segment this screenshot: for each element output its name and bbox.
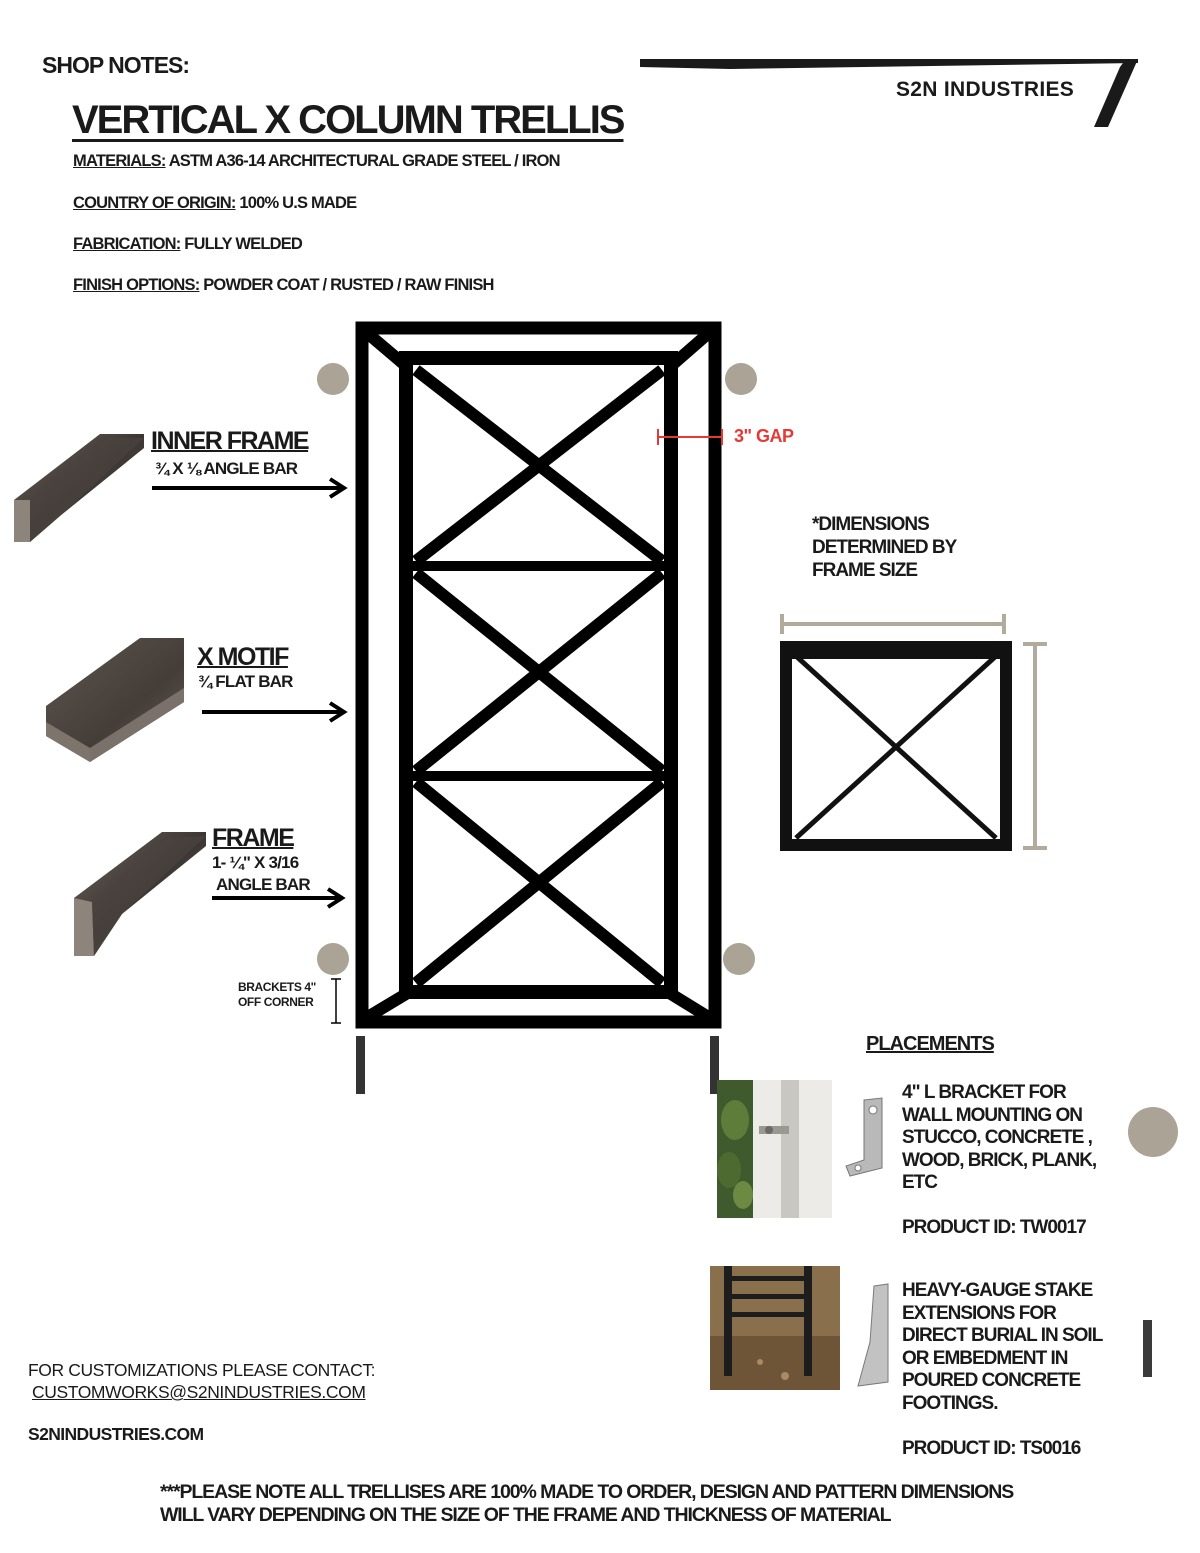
dimension-note-line: DETERMINED BY bbox=[812, 537, 957, 558]
bracket-description-line: WALL MOUNTING ON bbox=[902, 1104, 1082, 1126]
spec-label: FABRICATION: bbox=[73, 235, 181, 253]
spec-label: MATERIALS: bbox=[73, 152, 166, 170]
l-bracket-icon bbox=[842, 1096, 890, 1180]
shop-notes-label: SHOP NOTES: bbox=[42, 52, 190, 78]
frame-spec-size: 1- ¼" X 3/16 bbox=[212, 853, 299, 872]
frame-spec-type: ANGLE BAR bbox=[216, 875, 310, 894]
brackets-dimension-line bbox=[328, 976, 344, 1026]
spec-label: FINISH OPTIONS: bbox=[73, 276, 200, 294]
spec-finish-options bbox=[73, 276, 494, 295]
bracket-product-id: PRODUCT ID: TW0017 bbox=[902, 1217, 1086, 1238]
stake-description-line: EXTENSIONS FOR bbox=[902, 1302, 1056, 1324]
bracket-description-line: WOOD, BRICK, PLANK, bbox=[902, 1149, 1097, 1171]
stake-description-line: HEAVY-GAUGE STAKE bbox=[902, 1280, 1093, 1301]
stake-description-line: POURED CONCRETE bbox=[902, 1370, 1081, 1391]
frame-title: FRAME bbox=[212, 824, 294, 852]
bracket-description bbox=[902, 1082, 1096, 1195]
bracket-dot-top-left bbox=[317, 363, 349, 395]
placements-heading: PLACEMENTS bbox=[866, 1033, 994, 1055]
brand-name: S2N INDUSTRIES bbox=[896, 78, 1075, 101]
spec-value: POWDER COAT / RUSTED / RAW FINISH bbox=[199, 276, 494, 294]
bracket-description-line: ETC bbox=[902, 1172, 937, 1193]
spec-value: 100% U.S MADE bbox=[235, 194, 357, 212]
brackets-note-line: BRACKETS 4" bbox=[238, 980, 316, 994]
stake-description-line: DIRECT BURIAL IN SOIL bbox=[902, 1325, 1103, 1346]
stake-icon bbox=[852, 1282, 892, 1390]
x-motif-spec: ¾ FLAT BAR bbox=[198, 672, 293, 691]
spec-label: COUNTRY OF ORIGIN: bbox=[73, 194, 236, 212]
inner-frame-spec: ¾ X ⅛ ANGLE BAR bbox=[155, 459, 298, 478]
bracket-dot-bottom-right bbox=[723, 943, 755, 975]
dimension-note-line: FRAME SIZE bbox=[812, 560, 918, 581]
spec-fabrication bbox=[73, 235, 302, 254]
spec-materials bbox=[73, 152, 560, 171]
stake-description bbox=[902, 1280, 1102, 1415]
bracket-description-line: STUCCO, CONCRETE , bbox=[902, 1127, 1092, 1148]
stake-description-line: OR EMBEDMENT IN bbox=[902, 1347, 1068, 1369]
brackets-note-line: OFF CORNER bbox=[238, 995, 314, 1009]
bracket-dot-bottom-left bbox=[317, 943, 349, 975]
x-motif-arrow bbox=[202, 700, 352, 724]
website-link[interactable]: S2NINDUSTRIES.COM bbox=[28, 1424, 204, 1444]
ground-stake-photo bbox=[710, 1266, 840, 1390]
frame-arrow bbox=[212, 886, 352, 910]
stake-product-id: PRODUCT ID: TS0016 bbox=[902, 1438, 1081, 1459]
stake-leg-left bbox=[356, 1036, 365, 1094]
gap-label: 3" GAP bbox=[734, 426, 794, 446]
spec-value: ASTM A36-14 ARCHITECTURAL GRADE STEEL / IRON bbox=[165, 152, 560, 170]
spec-value: FULLY WELDED bbox=[180, 235, 303, 253]
spec-country-of-origin bbox=[73, 194, 356, 213]
stake-legend-bar bbox=[1143, 1320, 1152, 1377]
x-motif-title: X MOTIF bbox=[197, 643, 288, 671]
inner-frame-title: INNER FRAME bbox=[151, 427, 309, 455]
page-title: VERTICAL X COLUMN TRELLIS bbox=[72, 98, 624, 142]
x-motif-flat-bar-image bbox=[44, 636, 189, 764]
bracket-dot-top-right bbox=[725, 363, 757, 395]
contact-label: FOR CUSTOMIZATIONS PLEASE CONTACT: bbox=[28, 1360, 376, 1380]
inner-frame-arrow bbox=[152, 476, 352, 500]
footer-note-line: ***PLEASE NOTE ALL TRELLISES ARE 100% MADE TO ORDER, DESIGN AND PATTERN DIMENSIONS bbox=[160, 1481, 1014, 1503]
bracket-description-line: 4" L BRACKET FOR bbox=[902, 1082, 1066, 1103]
contact-email-link[interactable]: CUSTOMWORKS@S2NINDUSTRIES.COM bbox=[32, 1382, 366, 1402]
dimension-note-line: *DIMENSIONS bbox=[812, 514, 929, 535]
stake-description-line: FOOTINGS. bbox=[902, 1392, 998, 1414]
footer-note-line: WILL VARY DEPENDING ON THE SIZE OF THE FRAME AND THICKNESS OF MATERIAL bbox=[160, 1504, 891, 1526]
brackets-note bbox=[238, 980, 316, 1010]
gap-marker bbox=[650, 426, 730, 448]
inner-frame-angle-bar-image bbox=[8, 430, 148, 560]
detail-panel-drawing bbox=[770, 610, 1060, 860]
wall-bracket-photo bbox=[717, 1080, 832, 1218]
frame-angle-bar-image bbox=[70, 830, 210, 960]
bracket-legend-dot bbox=[1128, 1107, 1178, 1157]
